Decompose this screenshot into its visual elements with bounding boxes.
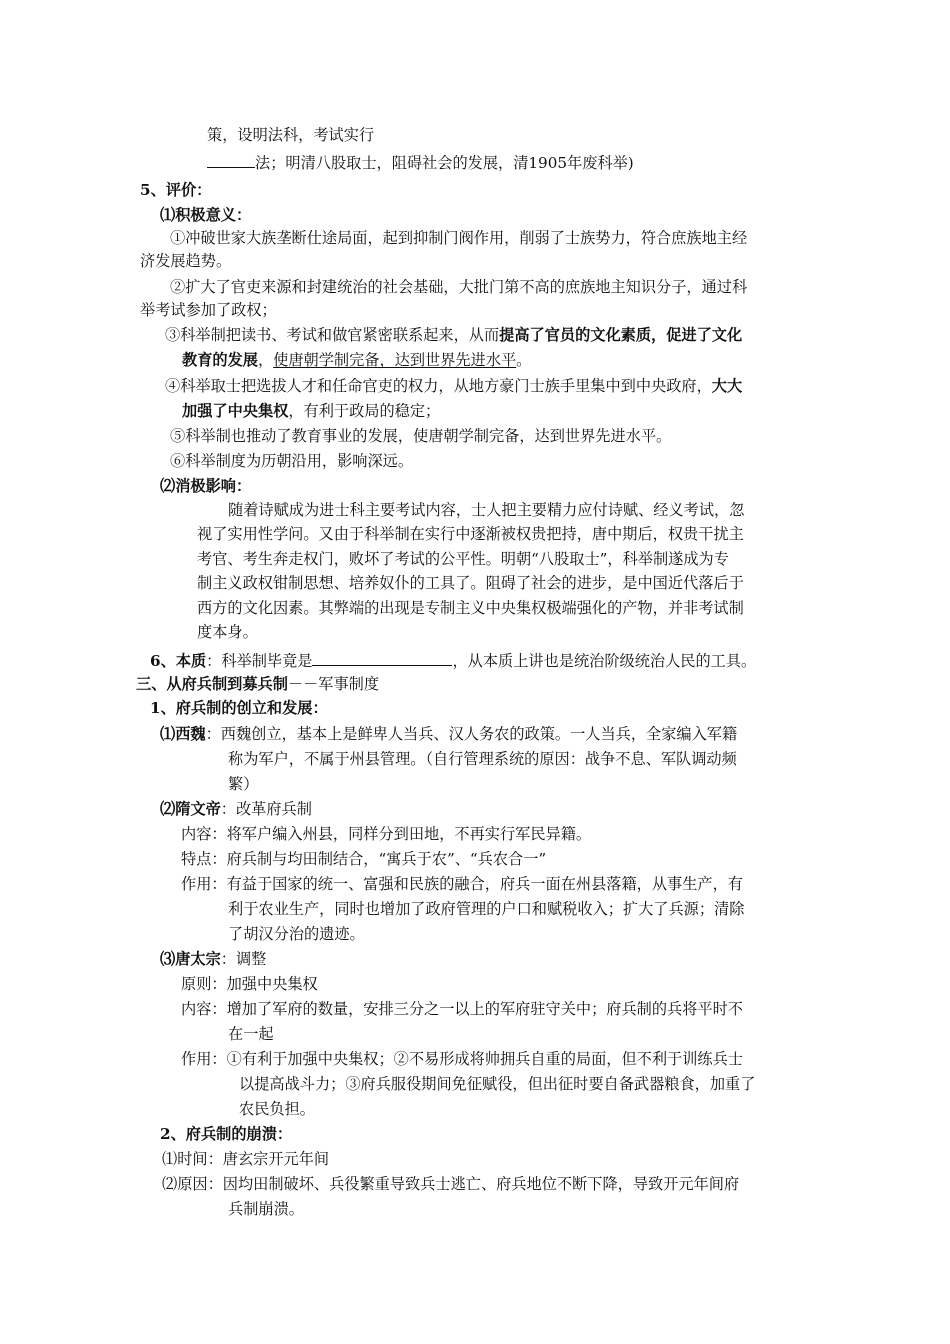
positive-item-1-line-1: ①冲破世家大族垄断仕途局面，起到抑制门阀作用，削弱了士族势力，符合庶族地主经	[170, 229, 748, 247]
heading-positive: ⑴积极意义：	[160, 206, 252, 224]
heading-collapse: 2、府兵制的崩溃：	[160, 1125, 293, 1143]
sui-wendi-rest: ：改革府兵制	[220, 800, 312, 818]
exam-line-2-text: 法；明清八股取士，阻碍社会的发展，清1905年废科举)	[255, 154, 634, 172]
item-3-underlined: 使唐朝学制完备，达到世界先进水平	[273, 351, 517, 369]
collapse-reason-line-1: ⑵原因：因均田制破坏、兵役繁重导致兵士逃亡、府兵地位不断下降，导致开元年间府	[162, 1175, 740, 1193]
essence-post: ，从本质上讲也是统治阶级统治人民的工具。	[452, 652, 757, 670]
essence-line	[150, 650, 756, 671]
negative-line-2: 视了实用性学问。又由于科举制在实行中逐渐被权贵把持，唐中期后，权贵干扰主	[197, 525, 744, 543]
item-3-text-a: ③科举制把读书、考试和做官紧密联系起来，从而	[165, 326, 500, 344]
sui-wendi-content: 内容：将军户编入州县，同样分到田地，不再实行军民异籍。	[181, 825, 592, 843]
tang-taizong-effect-line-1: 作用：①有利于加强中央集权；②不易形成将帅拥兵自重的局面，但不利于训练兵士	[181, 1050, 743, 1068]
section-three-title: 三、从府兵制到募兵制	[136, 675, 288, 693]
tang-taizong-principle: 原则：加强中央集权	[181, 975, 318, 993]
sui-wendi-effect-line-2: 利于农业生产，同时也增加了政府管理的户口和赋税收入；扩大了兵源；清除	[228, 900, 745, 918]
positive-item-2-line-2: 举考试参加了政权；	[140, 301, 277, 319]
western-wei-line-1	[160, 724, 737, 744]
positive-item-4-line-2	[182, 401, 440, 421]
positive-item-2-line-1: ②扩大了官吏来源和封建统治的社会基础，大批门第不高的庶族地主知识分子，通过科	[170, 278, 748, 296]
exam-line-2	[207, 152, 634, 173]
item-4-text-a: ④科举取士把选拔人才和任命官吏的权力，从地方豪门士族手里集中到中央政府，	[165, 377, 712, 395]
essence-colon: ：	[206, 652, 222, 670]
collapse-reason-line-2: 兵制崩溃。	[228, 1200, 304, 1218]
item-3-bold-b: 提高了官员的文化素质，促进了文化	[499, 326, 743, 344]
essence-pre: 科举制毕竟是	[221, 652, 313, 670]
negative-line-6: 度本身。	[197, 623, 258, 641]
item-4-bold-c: 加强了中央集权	[182, 402, 289, 420]
sui-wendi-effect-line-1: 作用：有益于国家的统一、富强和民族的融合，府兵一面在州县落籍，从事生产，有	[181, 875, 743, 893]
essence-blank	[312, 650, 452, 666]
item-4-bold-b: 大大	[711, 377, 743, 395]
sui-wendi-title: ⑵隋文帝	[160, 800, 221, 818]
positive-item-5: ⑤科举制也推动了教育事业的发展，使唐朝学制完备，达到世界先进水平。	[170, 427, 672, 445]
item-3-period: 。	[516, 351, 532, 369]
heading-founding: 1、府兵制的创立和发展：	[150, 699, 328, 717]
tang-taizong-effect-line-2: 以提高战斗力；③府兵服役期间免征赋役，但出征时要自备武器粮食，加重了	[239, 1075, 756, 1093]
positive-item-3-line-2	[182, 350, 531, 370]
collapse-time: ⑴时间：唐玄宗开元年间	[162, 1150, 330, 1168]
western-wei-title: ⑴西魏	[160, 725, 206, 743]
sui-wendi-effect-line-3: 了胡汉分治的遗迹。	[228, 925, 365, 943]
western-wei-text: ：西魏创立，基本上是鲜卑人当兵、汉人务农的政策。一人当兵，全家编入军籍	[205, 725, 738, 743]
positive-item-1-line-2: 济发展趋势。	[140, 252, 232, 270]
negative-line-5: 西方的文化因素。其弊端的出现是专制主义中央集权极端强化的产物，并非考试制	[197, 599, 744, 617]
tang-taizong-content-line-2: 在一起	[228, 1025, 274, 1043]
heading-essence: 6、本质	[150, 652, 207, 670]
negative-line-1: 随着诗赋成为进士科主要考试内容，士人把主要精力应付诗赋、经义考试，忽	[228, 501, 745, 519]
negative-line-4: 制主义政权钳制思想、培养奴仆的工具了。阻碍了社会的进步，是中国近代落后于	[197, 574, 744, 592]
item-3-bold-c: 教育的发展	[182, 351, 258, 369]
item-3-comma: ，	[257, 351, 274, 369]
section-three-subtitle: －－军事制度	[287, 675, 379, 693]
heading-evaluation: 5、评价：	[140, 181, 212, 199]
tang-taizong-effect-line-3: 农民负担。	[239, 1100, 315, 1118]
negative-line-3: 考官、考生奔走权门，败坏了考试的公平性。明朝“八股取士”，科举制遂成为专	[197, 550, 729, 568]
western-wei-line-2: 称为军户，不属于州县管理。（自行管理系统的原因：战争不息、军队调动频	[228, 750, 737, 768]
sui-wendi-heading	[160, 799, 312, 819]
tang-taizong-heading	[160, 949, 266, 969]
exam-line-1: 策，设明法科，考试实行	[207, 126, 375, 144]
tang-taizong-content-line-1: 内容：增加了军府的数量，安排三分之一以上的军府驻守关中；府兵制的兵将平时不	[181, 1000, 743, 1018]
positive-item-3-line-1	[165, 325, 742, 345]
section-three-heading	[136, 674, 379, 694]
western-wei-line-3: 繁）	[228, 775, 259, 793]
fill-blank	[207, 152, 255, 168]
item-4-text-d: ，有利于政局的稳定；	[288, 402, 441, 420]
sui-wendi-feature: 特点：府兵制与均田制结合，“寓兵于农”、“兵农合一”	[181, 850, 547, 868]
tang-taizong-rest: ：调整	[220, 950, 267, 968]
tang-taizong-title: ⑶唐太宗	[160, 950, 221, 968]
positive-item-6: ⑥科举制度为历朝沿用，影响深远。	[170, 452, 413, 470]
positive-item-4-line-1	[165, 376, 742, 396]
heading-negative: ⑵消极影响：	[160, 477, 252, 495]
